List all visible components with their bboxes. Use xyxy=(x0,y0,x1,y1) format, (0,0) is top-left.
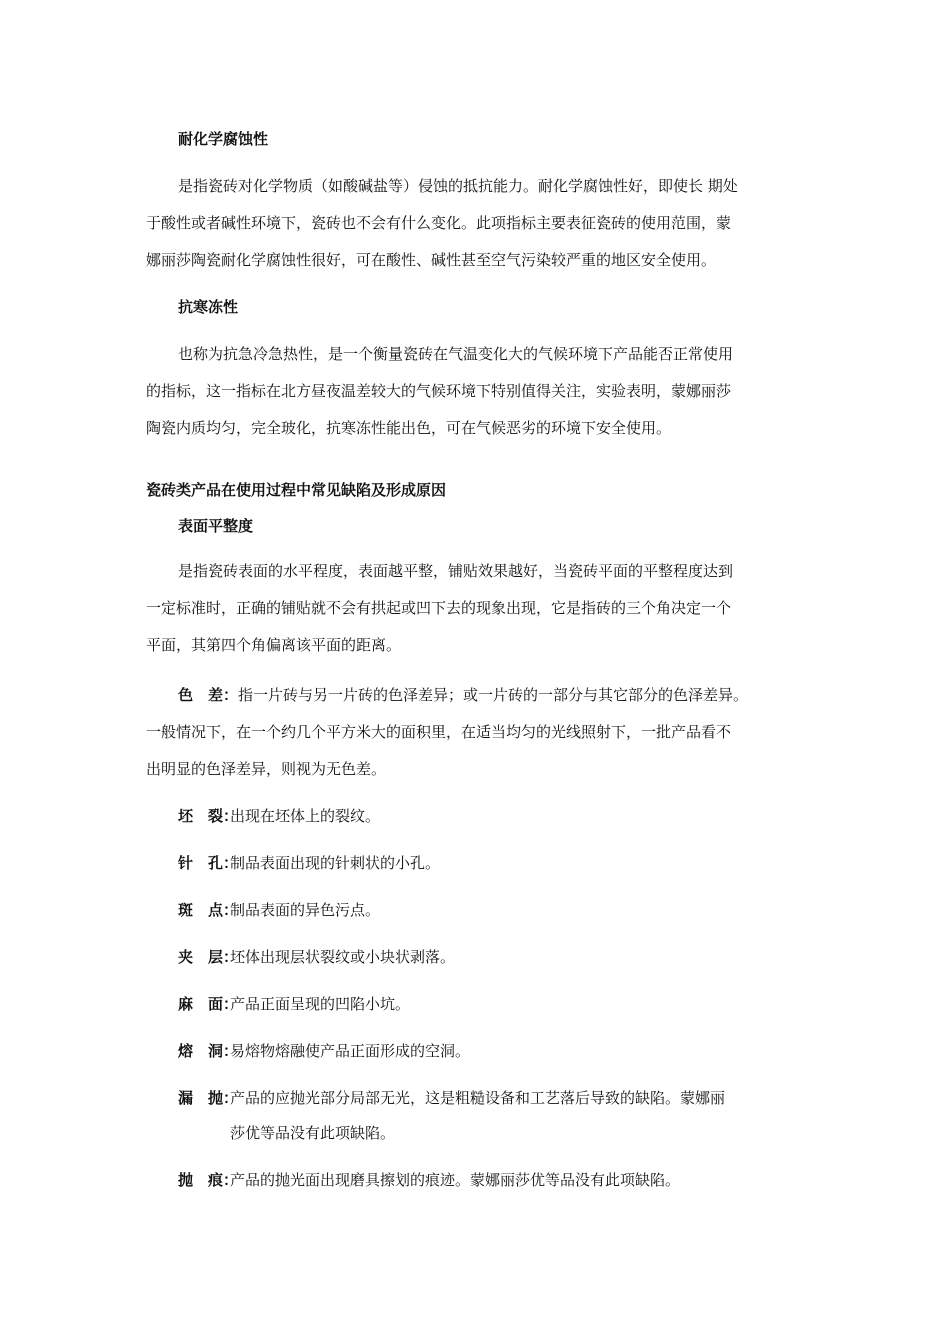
heading-frost-resistance: 抗寒冻性 xyxy=(178,298,239,316)
defect-item xyxy=(178,900,380,920)
paragraph-line xyxy=(146,677,816,714)
paragraph-line: 一般情况下，在一个约几个平方米大的面积里，在适当均匀的光线照射下，一批产品看不 xyxy=(146,723,732,741)
defect-item xyxy=(178,1041,470,1061)
defect-text: 坯体出现层状裂纹或小块状剥落。 xyxy=(230,948,456,966)
paragraph-line: 一定标准时，正确的铺贴就不会有拱起或凹下去的现象出现，它是指砖的三个角决定一个 xyxy=(146,599,732,617)
paragraph-line: 的指标，这一指标在北方昼夜温差较大的气候环境下特别值得关注，实验表明，蒙娜丽莎 xyxy=(146,382,732,400)
paragraph-chemical-resistance xyxy=(146,168,806,279)
defect-item xyxy=(178,1088,725,1143)
defect-term: 麻 面： xyxy=(178,995,239,1013)
defect-term: 针 孔： xyxy=(178,854,239,872)
defect-term: 熔 洞： xyxy=(178,1042,239,1060)
defect-text: 出现在坯体上的裂纹。 xyxy=(230,807,381,825)
paragraph-line: 于酸性或者碱性环境下，瓷砖也不会有什么变化。此项指标主要表征瓷砖的使用范围，蒙 xyxy=(146,214,732,232)
defect-text: 制品表面的异色污点。 xyxy=(230,901,381,919)
paragraph-line: 陶瓷内质均匀，完全玻化，抗寒冻性能出色，可在气候恶劣的环境下安全使用。 xyxy=(146,419,672,437)
paragraph-line: 是指瓷砖表面的水平程度，表面越平整，铺贴效果越好，当瓷砖平面的平整程度达到 xyxy=(178,562,734,580)
defect-item xyxy=(178,1170,680,1190)
defect-term: 夹 层： xyxy=(178,948,239,966)
defect-text: 制品表面出现的针刺状的小孔。 xyxy=(230,854,441,872)
defect-item xyxy=(178,947,455,967)
definition-text: 指一片砖与另一片砖的色泽差异；或一片砖的一部分与其它部分的色泽差异。 xyxy=(238,686,749,704)
defect-text: 产品正面呈现的凹陷小坑。 xyxy=(230,995,411,1013)
paragraph-surface-flatness xyxy=(146,553,806,664)
paragraph-color-difference xyxy=(146,677,816,788)
paragraph-frost-resistance xyxy=(146,336,806,447)
defect-term: 斑 点： xyxy=(178,901,239,919)
defect-item xyxy=(178,806,380,826)
paragraph-line: 平面，其第四个角偏离该平面的距离。 xyxy=(146,636,402,654)
section-title-defects: 瓷砖类产品在使用过程中常见缺陷及形成原因 xyxy=(146,481,447,499)
paragraph-line: 是指瓷砖对化学物质（如酸碱盐等）侵蚀的抵抗能力。耐化学腐蚀性好，即使长 期处 xyxy=(178,177,738,195)
paragraph-line: 也称为抗急冷急热性，是一个衡量瓷砖在气温变化大的气候环境下产品能否正常使用 xyxy=(178,345,734,363)
defect-term: 坯 裂： xyxy=(178,807,239,825)
heading-chemical-resistance: 耐化学腐蚀性 xyxy=(178,130,269,148)
defect-text: 产品的应抛光部分局部无光，这是粗糙设备和工艺落后导致的缺陷。蒙娜丽 xyxy=(230,1089,726,1107)
defect-text-continued: 莎优等品没有此项缺陷。 xyxy=(230,1124,396,1142)
defect-term: 漏 抛： xyxy=(178,1089,239,1107)
term-color-difference: 色 差： xyxy=(178,686,239,704)
defect-text: 易熔物熔融使产品正面形成的空洞。 xyxy=(230,1042,471,1060)
heading-surface-flatness: 表面平整度 xyxy=(178,517,254,535)
defect-item xyxy=(178,853,440,873)
paragraph-line: 出明显的色泽差异，则视为无色差。 xyxy=(146,760,387,778)
defect-item xyxy=(178,994,410,1014)
defect-text: 产品的抛光面出现磨具擦划的痕迹。蒙娜丽莎优等品没有此项缺陷。 xyxy=(230,1171,681,1189)
paragraph-line: 娜丽莎陶瓷耐化学腐蚀性很好，可在酸性、碱性甚至空气污染较严重的地区安全使用。 xyxy=(146,251,717,269)
defect-term: 抛 痕： xyxy=(178,1171,239,1189)
